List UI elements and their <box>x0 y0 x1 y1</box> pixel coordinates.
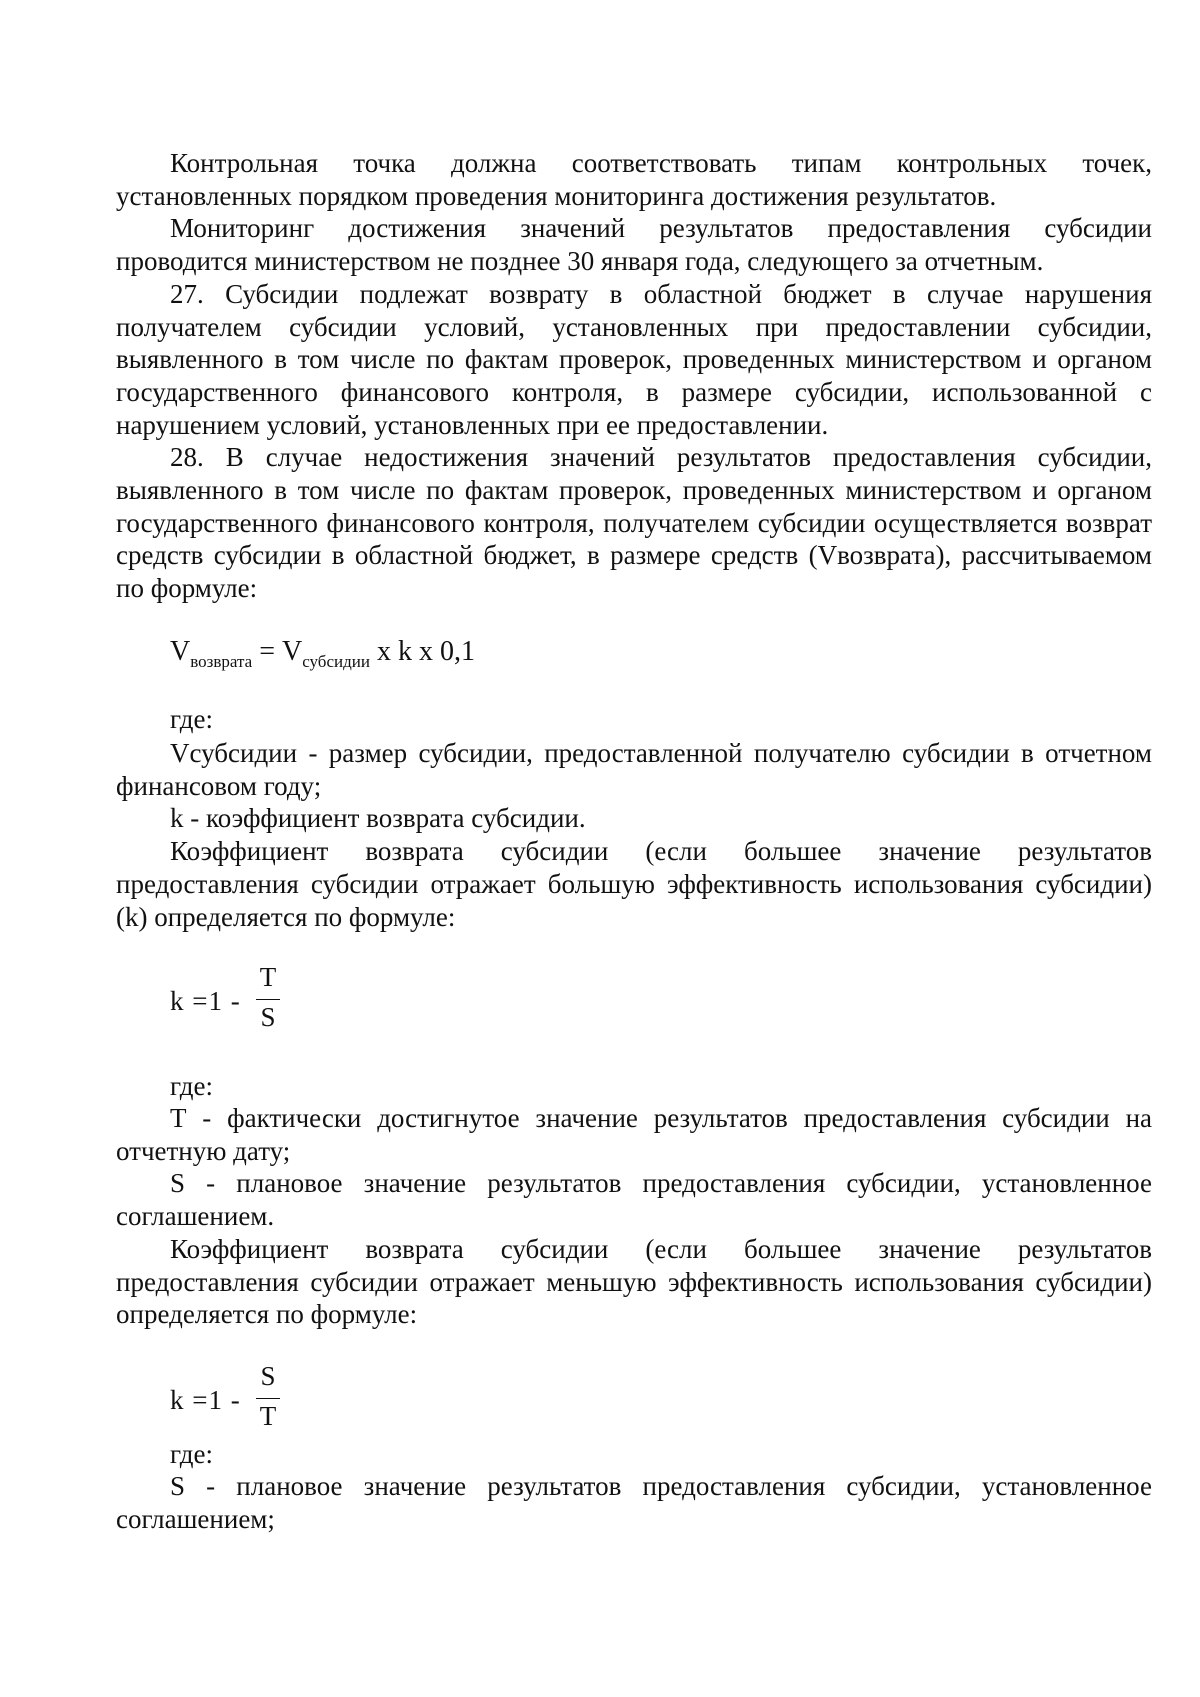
formula-k-numerator: S <box>260 1361 276 1391</box>
text-block-3 <box>116 1102 1152 1331</box>
paragraph-monitoring: Мониторинг достижения значений результатов предоставления субсидии проводится министерством не позднее 30 января года, следующего за отчетным. <box>116 213 1152 277</box>
formula-k-denominator: T <box>259 1401 277 1431</box>
formula-k-lhs: k =1 - <box>170 1385 241 1415</box>
text-block-1 <box>116 147 1152 605</box>
text-block-2 <box>116 737 1152 933</box>
where-label-1: где: <box>170 704 213 734</box>
formula-k-greater <box>170 962 310 1042</box>
where-label-2: где: <box>170 1071 213 1101</box>
formula-k-numerator: T <box>259 962 277 992</box>
paragraph-k-coefficient: k - коэффициент возврата субсидии. <box>170 803 586 834</box>
formula-k-lhs: k =1 - <box>170 986 241 1016</box>
formula-v-subscript-subsidy: субсидии <box>302 652 370 671</box>
formula-v-rest: x k x 0,1 <box>369 636 475 667</box>
formula-k-denominator: S <box>260 1002 276 1032</box>
paragraph-control-point: Контрольная точка должна соответствовать типам контрольных точек, установленных порядком проведения мониторинга достижения результатов. <box>116 148 1152 211</box>
formula-v-symbol: V <box>170 636 191 667</box>
paragraph-coefficient-greater: Коэффициент возврата субсидии (если большее значение результатов предоставления субсидии отражает большую эффективность использования субсидии) (k) определяется по формуле: <box>116 836 1152 932</box>
paragraph-27: 27. Субсидии подлежат возврату в областной бюджет в случае нарушения получателем субсидии условий, установленных при предоставлении субсидии, выявленного в том числе по фактам проверок, проведенных министерством и органом государственного финансового контроля, в размере субсидии, использованной с нарушением условий, установленных при ее предоставлении. <box>116 278 1152 440</box>
formula-v-equals: = V <box>252 636 303 667</box>
formula-v-subscript-return: возврата <box>190 652 253 671</box>
fraction-bar <box>256 1398 280 1399</box>
paragraph-s-planned: S - плановое значение результатов предоставления субсидии, установленное соглашением. <box>116 1168 1152 1232</box>
paragraph-v-subsidy: Vсубсидии - размер субсидии, предоставленной получателю субсидии в отчетном финансовом году; <box>116 738 1152 801</box>
where-label-3: где: <box>170 1439 213 1469</box>
paragraph-s-planned-2: S - плановое значение результатов предоставления субсидии, установленное соглашением; <box>116 1471 1152 1534</box>
paragraph-t-actual: Т - фактически достигнутое значение результатов предоставления субсидии на отчетную дату; <box>116 1103 1152 1166</box>
formula-v-return <box>170 636 475 671</box>
text-block-4 <box>116 1470 1152 1535</box>
fraction-bar <box>256 999 280 1000</box>
paragraph-28: 28. В случае недостижения значений результатов предоставления субсидии, выявленного в том числе по фактам проверок, проведенных министерством и органом государственного финансового контроля, получателем субсидии осуществляется возврат средств субсидии в областной бюджет, в размере средств (Vвозврата), рассчитываемом по формуле: <box>116 442 1152 604</box>
paragraph-coefficient-smaller: Коэффициент возврата субсидии (если большее значение результатов предоставления субсидии отражает меньшую эффективность использования субсидии) определяется по формуле: <box>116 1233 1152 1330</box>
formula-k-smaller <box>170 1361 310 1441</box>
